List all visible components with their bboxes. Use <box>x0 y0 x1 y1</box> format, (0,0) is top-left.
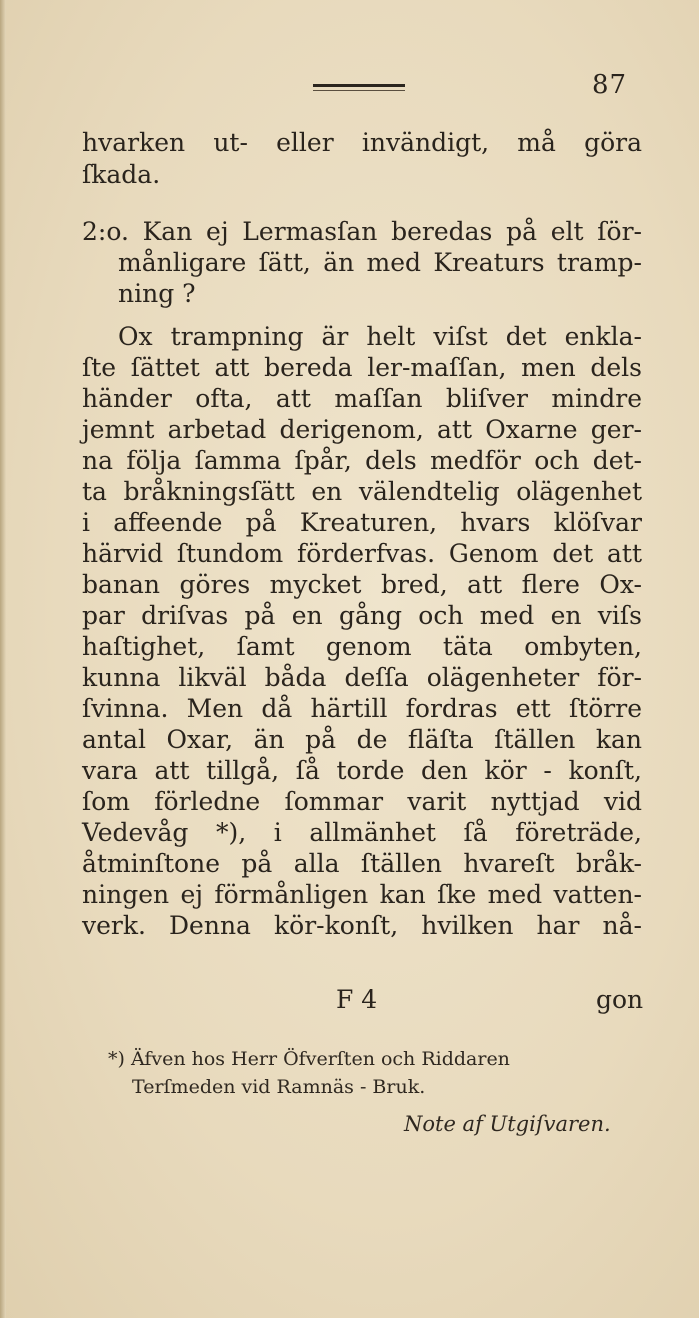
text-line-6: Ox trampning är helt viſst det enkla- <box>118 322 642 351</box>
text-line-2: ſkada. <box>82 160 161 189</box>
text-line-9: jemnt arbetad derigenom, att Oxarne ger- <box>82 415 642 444</box>
text-line-22: Vedevåg *), i allmänhet ſå företräde, <box>82 818 642 847</box>
text-line-24: ningen ej förmånligen kan ſke med vatten- <box>82 880 642 909</box>
text-line-1: hvarken ut- eller invändigt, må göra <box>82 128 642 157</box>
text-line-10: na följa ſamma ſpår, dels medför och det- <box>82 446 642 475</box>
header-rule <box>313 84 405 87</box>
text-line-23: åtminſtone på alla ſtällen hvareſt bråk- <box>82 849 642 878</box>
text-line-12: i affeende på Kreaturen, hvars klöſvar <box>82 508 642 537</box>
page-number: 87 <box>592 70 628 100</box>
footnote-attribution: Note af Utgiſvaren. <box>404 1112 611 1136</box>
text-line-21: ſom förledne ſommar varit nyttjad vid <box>82 787 642 816</box>
page-edge-shadow <box>0 0 6 1318</box>
catchword: gon <box>596 985 644 1014</box>
text-line-7: ſte ſättet att bereda ler-maſſan, men dels <box>82 353 642 382</box>
text-line-14: banan göres mycket bred, att flere Ox- <box>82 570 642 599</box>
text-line-25: verk. Denna kör-konſt, hvilken har nå- <box>82 911 642 940</box>
text-line-16: haſtighet, ſamt genom täta ombyten, <box>82 632 642 661</box>
footnote-line-1: *) Äfven hos Herr Öfverſten och Riddaren <box>108 1048 510 1070</box>
text-line-13: härvid ſtundom förderfvas. Genom det att <box>82 539 642 568</box>
text-line-19: antal Oxar, än på de fläſta ſtällen kan <box>82 725 642 754</box>
text-line-20: vara att tillgå, ſå torde den kör - konſt, <box>82 756 642 785</box>
header-rule-thin <box>313 90 405 91</box>
text-line-11: ta bråkningsſätt en välendtelig olägenhet <box>82 477 642 506</box>
text-line-4: månligare ſätt, än med Kreaturs tramp- <box>118 248 642 277</box>
text-line-18: ſvinna. Men då härtill fordras ett ſtörre <box>82 694 642 723</box>
text-line-17: kunna likväl båda deſſa olägenheter för- <box>82 663 642 692</box>
text-line-15: par driſvas på en gång och med en viſs <box>82 601 642 630</box>
footnote-line-2: Terſmeden vid Ramnäs - Bruk. <box>132 1076 426 1098</box>
text-line-3: 2:o. Kan ej Lermasſan beredas på elt ſör- <box>82 217 642 246</box>
text-line-5: ning ? <box>118 279 196 308</box>
text-line-8: händer ofta, att maſſan bliſver mindre <box>82 384 642 413</box>
signature-mark: F 4 <box>336 985 378 1014</box>
